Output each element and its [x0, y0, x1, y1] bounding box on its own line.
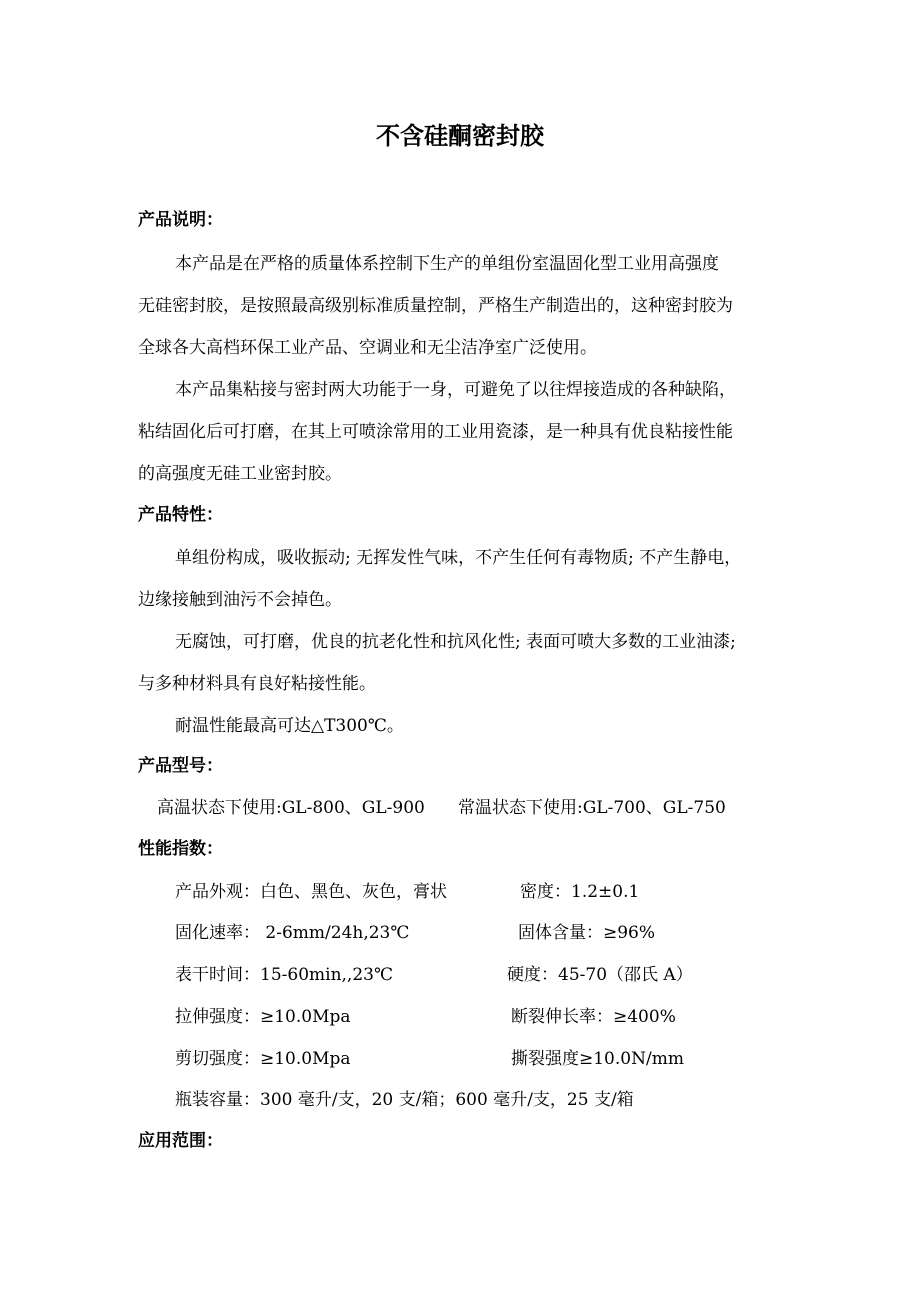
section-heading-specs: 性能指数：: [138, 839, 223, 859]
description-p1-line3: 全球各大高档环保工业产品、空调业和无尘洁净室广泛使用。: [138, 338, 597, 358]
features-p2-line2: 与多种材料具有良好粘接性能。: [138, 674, 376, 694]
spec-row-tensile: 拉伸强度：≥10.0Mpa: [175, 1007, 351, 1027]
spec-row-tear: 撕裂强度≥10.0N/mm: [511, 1049, 684, 1069]
spec-row-tack-free: 表干时间：15-60min,,23℃: [175, 965, 393, 985]
spec-row-appearance: 产品外观：白色、黑色、灰色，膏状: [175, 882, 447, 902]
spec-row-solids: 固体含量：≥96%: [518, 923, 656, 943]
document-title: 不含硅酮密封胶: [376, 122, 544, 150]
section-heading-models: 产品型号：: [138, 756, 223, 776]
spec-row-elongation: 断裂伸长率：≥400%: [511, 1007, 676, 1027]
description-p2-line2: 粘结固化后可打磨，在其上可喷涂常用的工业用瓷漆，是一种具有优良粘接性能: [138, 422, 733, 442]
spec-packaging: 瓶装容量：300 毫升/支，20 支/箱；600 毫升/支，25 支/箱: [175, 1090, 634, 1110]
features-p1-line2: 边缘接触到油污不会掉色。: [138, 590, 342, 610]
description-p1-line1: 本产品是在严格的质量体系控制下生产的单组份室温固化型工业用高强度: [175, 254, 719, 274]
features-p1-line1: 单组份构成，吸收振动; 无挥发性气味，不产生任何有毒物质; 不产生静电，: [175, 548, 742, 568]
section-heading-description: 产品说明：: [138, 210, 223, 230]
description-p2-line1: 本产品集粘接与密封两大功能于一身，可避免了以往焊接造成的各种缺陷，: [175, 380, 736, 400]
models-high-temp: 高温状态下使用:GL-800、GL-900: [157, 798, 425, 818]
section-heading-features: 产品特性：: [138, 505, 223, 525]
description-p1-line2: 无硅密封胶，是按照最高级别标准质量控制，严格生产制造出的，这种密封胶为: [138, 296, 733, 316]
section-heading-applications: 应用范围：: [138, 1131, 223, 1151]
spec-row-hardness: 硬度：45-70（邵氏 A）: [507, 965, 693, 985]
models-normal-temp: 常温状态下使用:GL-700、GL-750: [458, 798, 726, 818]
features-p2-line1: 无腐蚀，可打磨，优良的抗老化性和抗风化性; 表面可喷大多数的工业油漆;: [175, 632, 736, 652]
spec-row-cure-rate: 固化速率： 2-6mm/24h,23℃: [175, 923, 410, 943]
description-p2-line3: 的高强度无硅工业密封胶。: [138, 464, 342, 484]
spec-row-shear: 剪切强度：≥10.0Mpa: [175, 1049, 351, 1069]
features-p3: 耐温性能最高可达△T300℃。: [175, 716, 404, 736]
spec-row-density: 密度：1.2±0.1: [520, 882, 640, 902]
